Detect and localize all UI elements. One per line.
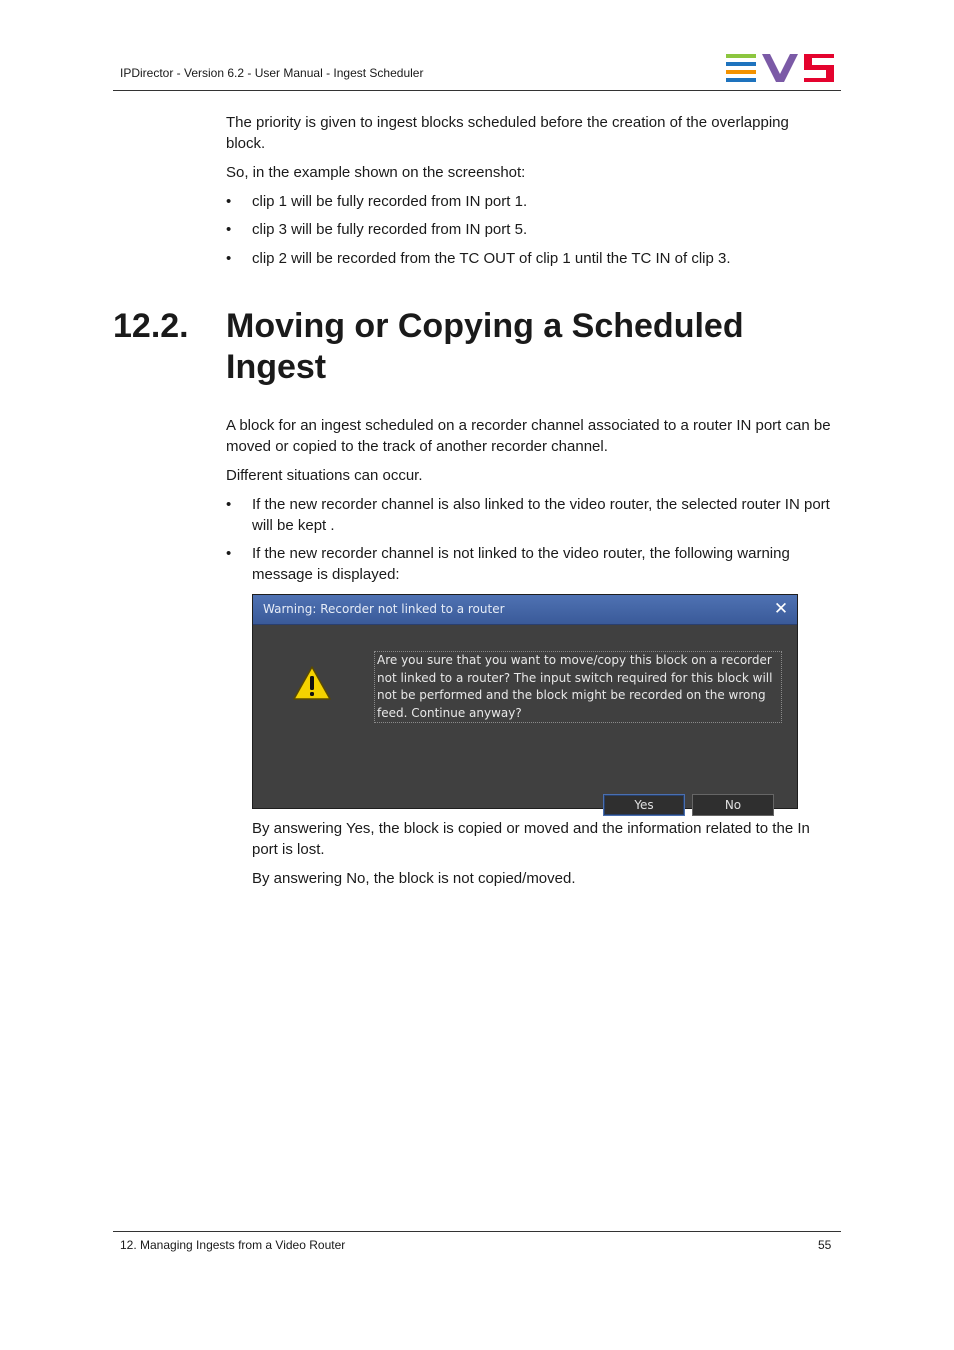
close-icon[interactable]: ✕ bbox=[773, 599, 789, 619]
header-rule bbox=[113, 90, 841, 91]
section-number: 12.2. bbox=[113, 307, 189, 345]
evs-logo bbox=[726, 54, 834, 82]
list-item: • clip 2 will be recorded from the TC OUT of clip 1 until the TC IN of clip 3. bbox=[226, 250, 731, 267]
yes-button[interactable]: Yes bbox=[603, 794, 685, 816]
footer-rule bbox=[113, 1231, 841, 1232]
dialog-title: Warning: Recorder not linked to a router bbox=[263, 602, 505, 616]
dialog-titlebar bbox=[253, 595, 797, 625]
intro-paragraph-2: So, in the example shown on the screenshot: bbox=[226, 164, 526, 181]
no-button[interactable]: No bbox=[692, 794, 774, 816]
dialog-message: Are you sure that you want to move/copy this block on a recorder not linked to a router? The input switch required for this block will not be performed and the block might be recorded on the wrong feed. Continue anyway? bbox=[374, 651, 782, 723]
list-item: • If the new recorder channel is not linked to the video router, the following warning message is displayed: bbox=[226, 545, 790, 583]
list-item: • If the new recorder channel is also linked to the video router, the selected router IN port will be kept . bbox=[226, 496, 830, 534]
situation-bullet-list bbox=[226, 494, 831, 585]
clip-bullet-list bbox=[226, 191, 831, 269]
no-explanation: By answering No, the block is not copied/moved. bbox=[252, 870, 576, 887]
section-paragraph-2: Different situations can occur. bbox=[226, 467, 423, 484]
page-number: 55 bbox=[818, 1238, 832, 1252]
list-item: • clip 1 will be fully recorded from IN port 1. bbox=[226, 193, 528, 210]
dialog-body bbox=[253, 625, 797, 812]
running-header: IPDirector - Version 6.2 - User Manual - Ingest Scheduler bbox=[120, 66, 424, 80]
yes-explanation: By answering Yes, the block is copied or moved and the information related to the In port is lost. bbox=[252, 820, 810, 858]
section-paragraph: A block for an ingest scheduled on a recorder channel associated to a router IN port can be moved or copied to the track of another recorder channel. bbox=[226, 417, 831, 455]
list-item: • clip 3 will be fully recorded from IN port 5. bbox=[226, 221, 528, 238]
intro-paragraph: The priority is given to ingest blocks scheduled before the creation of the overlapping block. bbox=[226, 114, 789, 152]
warning-icon bbox=[293, 665, 331, 701]
warning-dialog bbox=[252, 594, 798, 812]
section-title: Moving or Copying a Scheduled Ingest bbox=[226, 307, 744, 386]
footer-chapter: 12. Managing Ingests from a Video Router bbox=[120, 1238, 346, 1252]
